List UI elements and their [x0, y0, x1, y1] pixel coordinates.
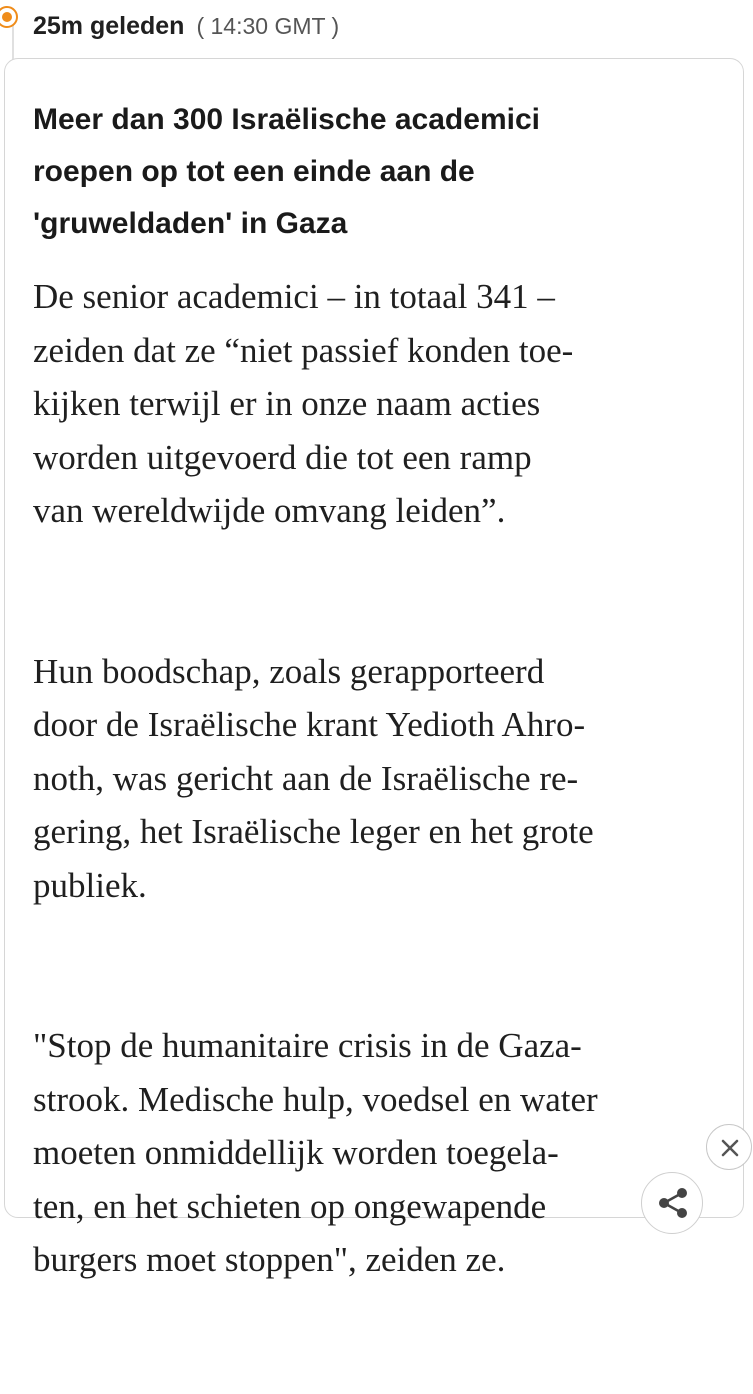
post-headline: [33, 94, 693, 250]
headline-line: roepen op tot een einde aan de: [33, 155, 475, 188]
time-ago-label: 25m geleden: [33, 11, 185, 40]
paragraph-line: noth, was gericht aan de Israëlische re-: [33, 758, 579, 798]
post-paragraph: [33, 645, 713, 913]
live-dot-icon: [0, 6, 18, 28]
share-button[interactable]: [641, 1172, 703, 1234]
paragraph-line: zeiden dat ze “niet passief konden toe-: [33, 330, 574, 370]
paragraph-line: burgers moet stoppen", zeiden ze.: [33, 1240, 506, 1279]
paragraph-line: De senior academici – in totaal 341 –: [33, 277, 555, 316]
paragraph-line: worden uitgevoerd die tot een ramp: [33, 437, 532, 477]
paragraph-line: ten, en het schieten op ongewapende: [33, 1186, 547, 1226]
paragraph-line: publiek.: [33, 865, 147, 905]
paragraph-line: Hun boodschap, zoals gerapporteerd: [33, 651, 545, 691]
close-icon: [707, 1125, 753, 1171]
post-paragraph: [33, 270, 713, 538]
close-button[interactable]: [706, 1124, 752, 1170]
paragraph-line: door de Israëlische krant Yedioth Ahro-: [33, 705, 586, 744]
post-body: [33, 270, 713, 1394]
paragraph-line: "Stop de humanitaire crisis in de Gaza-: [33, 1026, 582, 1065]
paragraph-line: moeten onmiddellijk worden toegela-: [33, 1133, 559, 1172]
headline-line: Meer dan 300 Israëlische academici: [33, 103, 540, 136]
post-timestamp: [33, 8, 339, 44]
paragraph-line: gering, het Israëlische leger en het grote: [33, 812, 594, 851]
paragraph-line: strook. Medische hulp, voedsel en water: [33, 1079, 598, 1119]
headline-line: 'gruweldaden' in Gaza: [33, 207, 348, 240]
post-paragraph: [33, 1019, 713, 1287]
paragraph-line: kijken terwijl er in onze naam acties: [33, 384, 541, 423]
time-gmt-label: ( 14:30 GMT ): [196, 12, 340, 39]
paragraph-line: van wereldwijde omvang leiden”.: [33, 491, 506, 530]
share-icon: [642, 1173, 704, 1235]
live-dot-inner: [2, 12, 12, 22]
